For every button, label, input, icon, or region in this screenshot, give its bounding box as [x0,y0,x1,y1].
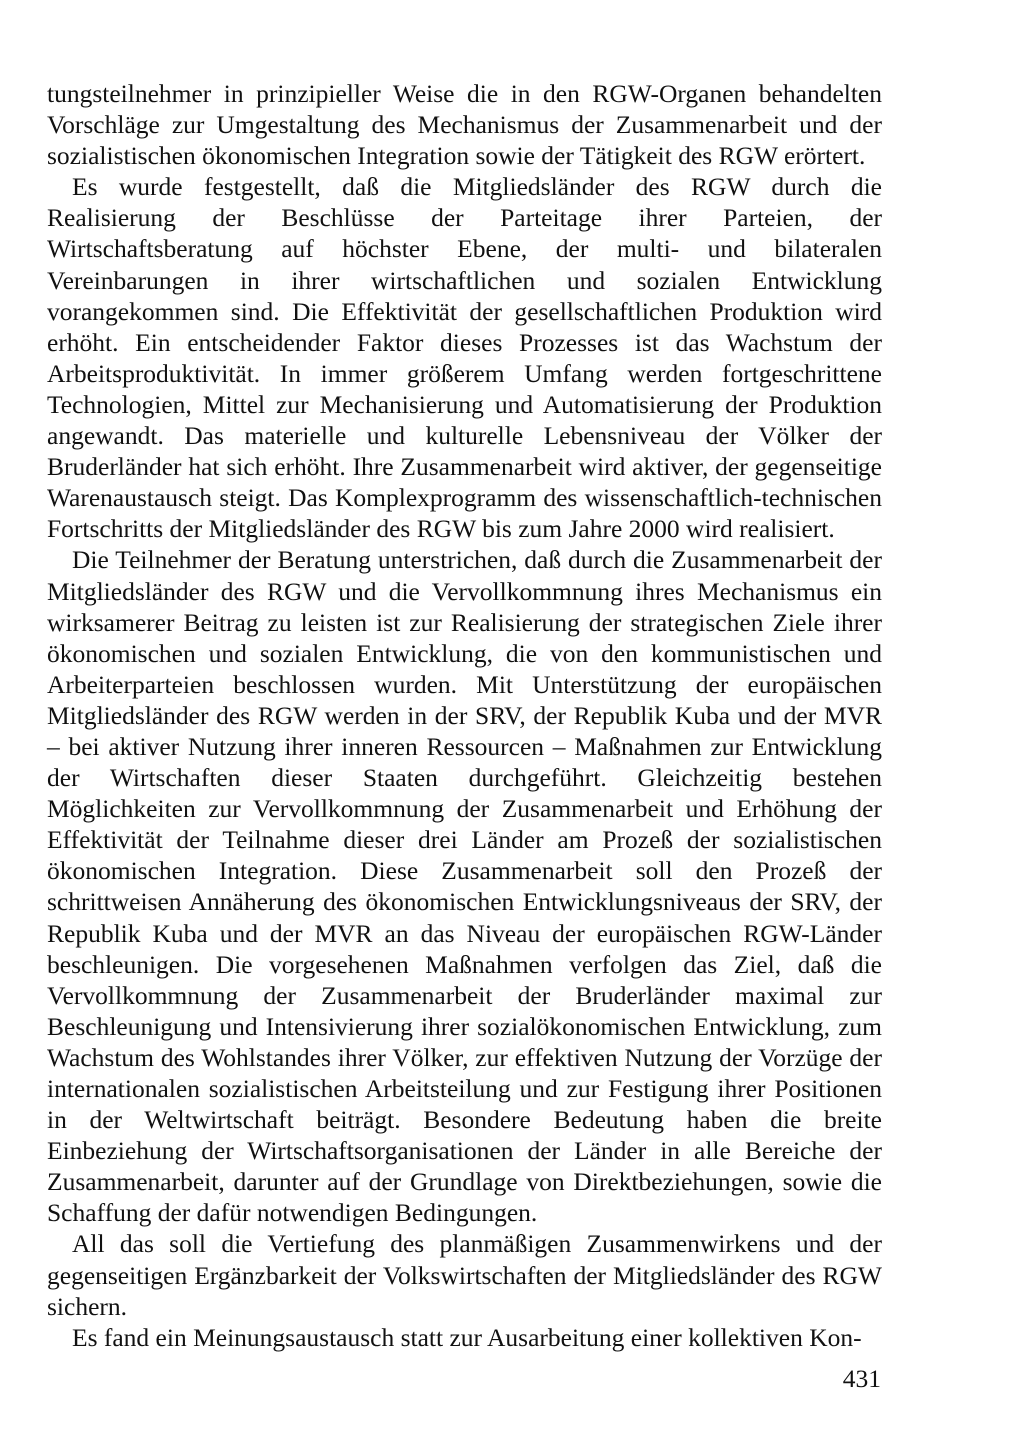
paragraph-cooperation-goals: Die Teilnehmer der Beratung unterstrichen, daß durch die Zusammenarbeit der Mitgliedsländer des RGW und die Vervollkommnung ihres Mechanismus ein wirksamerer Beitrag zu leisten ist zur Realisierung der strategischen Ziele ihrer ökonomischen und sozialen Entwicklung, die von den kommunistischen und Arbeiterparteien beschlossen wurden. Mit Unterstützung der europäischen Mitgliedsländer des RGW werden in der SRV, der Republik Kuba und der MVR – bei aktiver Nutzung ihrer inneren Ressourcen – Maßnahmen zur Entwicklung der Wirtschaften dieser Staaten durchgeführt. Gleichzeitig bestehen Möglichkeiten zur Vervollkommnung der Zusammenarbeit und Erhöhung der Effektivität der Teilnahme dieser drei Länder am Prozeß der sozialistischen ökonomischen Integration. Diese Zusammenarbeit soll den Prozeß der schrittweisen Annäherung des ökonomischen Entwicklungsniveaus der SRV, der Republik Kuba und der MVR an das Niveau der europäischen RGW-Länder beschleunigen. Die vorgesehenen Maßnahmen verfolgen das Ziel, daß die Vervollkommnung der Zusammenarbeit der Bruderländer maximal zur Beschleunigung und Intensivierung ihrer sozialökonomischen Entwicklung, zum Wachstum des Wohlstandes ihrer Völker, zur effektiven Nutzung der Vorzüge der internationalen sozialistischen Arbeitsteilung und zur Festigung ihrer Positionen in der Weltwirtschaft beiträgt. Besondere Bedeutung haben die breite Einbeziehung der Wirtschaftsorganisationen der Länder in alle Bereiche der Zusammenarbeit, darunter auf der Grundlage von Direktbeziehungen, sowie die Schaffung der dafür notwendigen Bedingungen. [47,545,882,1228]
page-body [47,78,882,1353]
paragraph-planned-cooperation: All das soll die Vertiefung des planmäßigen Zusammenwirkens und der gegenseitigen Ergänzbarkeit der Volkswirtschaften der Mitgliedsländer des RGW sichern. [47,1229,882,1321]
paragraph-continued: tungsteilnehmer in prinzipieller Weise die in den RGW-Organen behandelten Vorschläge zur Umgestaltung des Mechanismus der Zusammenarbeit und der sozialistischen ökonomischen Integration sowie der Tätigkeit des RGW erörtert. [47,79,882,171]
paragraph-progress-report: Es wurde festgestellt, daß die Mitgliedsländer des RGW durch die Realisierung der Beschlüsse der Parteitage ihrer Parteien, der Wirtschaftsberatung auf höchster Ebene, der multi- und bilateralen Vereinbarungen in ihrer wirtschaftlichen und sozialen Entwicklung vorangekommen sind. Die Effektivität der gesellschaftlichen Produktion wird erhöht. Ein entscheidender Faktor dieses Prozesses ist das Wachstum der Arbeitsproduktivität. In immer größerem Umfang werden fortgeschrittene Technologien, Mittel zur Mechanisierung und Automatisierung der Produktion angewandt. Das materielle und kulturelle Lebensniveau der Völker der Bruderländer hat sich erhöht. Ihre Zusammenarbeit wird aktiver, der gegenseitige Warenaustausch steigt. Das Komplexprogramm des wissenschaftlich-technischen Fortschritts der Mitgliedsländer des RGW bis zum Jahre 2000 wird realisiert. [47,172,882,544]
paragraph-exchange-of-views: Es fand ein Meinungsaustausch statt zur Ausarbeitung einer kollektiven Kon- [72,1322,862,1352]
page-number: 431 [842,1364,881,1393]
